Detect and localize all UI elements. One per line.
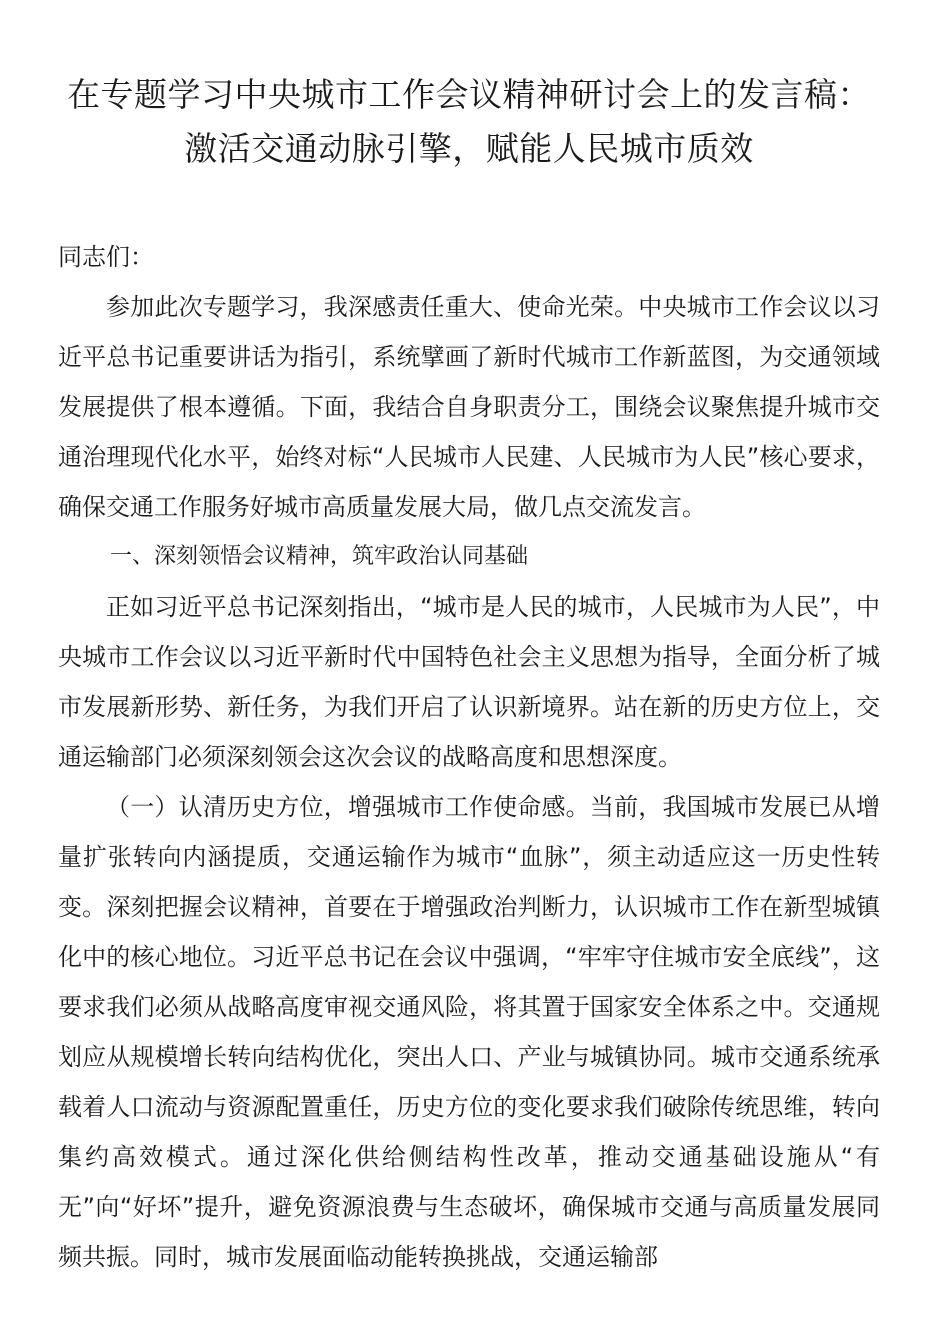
section-paragraph-1: 正如习近平总书记深刻指出，“城市是人民的城市，人民城市为人民”，中央城市工作会议以习近平新时代中国特色社会主义思想为指导，全面分析了城市发展新形势、新任务，为我们开启了认识新境界。站在新的历史方位上，交通运输部门必须深刻领会这次会议的战略高度和思想深度。 (58, 593, 880, 771)
section-paragraph-2: （一）认清历史方位，增强城市工作使命感。当前，我国城市发展已从增量扩张转向内涵提质，交通运输作为城市“血脉”，须主动适应这一历史性转变。深刻把握会议精神，首要在于增强政治判断力，认识城市工作在新型城镇化中的核心地位。习近平总书记在会议中强调，“牢牢守住城市安全底线”，这要求我们必须从战略高度审视交通风险，将其置于国家安全体系之中。交通规划应从规模增长转向结构优化，突出人口、产业与城镇协同。城市交通系统承载着人口流动与资源配置重任，历史方位的变化要求我们破除传统思维，转向集约高效模式。通过深化供给侧结构性改革，推动交通基础设施从“有无”向“好坏”提升，避免资源浪费与生态破坏，确保城市交通与高质量发展同频共振。同时，城市发展面临动能转换挑战，交通运输部 (58, 793, 880, 1271)
salutation: 同志们： (58, 243, 154, 271)
section-heading: 一、深刻领悟会议精神，筑牢政治认同基础 (110, 544, 529, 569)
intro-paragraph: 参加此次专题学习，我深感责任重大、使命光荣。中央城市工作会议以习近平总书记重要讲话为指引，系统擘画了新时代城市工作新蓝图，为交通领域发展提供了根本遵循。下面，我结合自身职责分工，围绕会议聚焦提升城市交通治理现代化水平，始终对标“人民城市人民建、人民城市为人民”核心要求，确保交通工作服务好城市高质量发展大局，做几点交流发言。 (58, 293, 880, 521)
document-title: 在专题学习中央城市工作会议精神研讨会上的发言稿：激活交通动脉引擎，赋能人民城市质效 (67, 75, 871, 168)
